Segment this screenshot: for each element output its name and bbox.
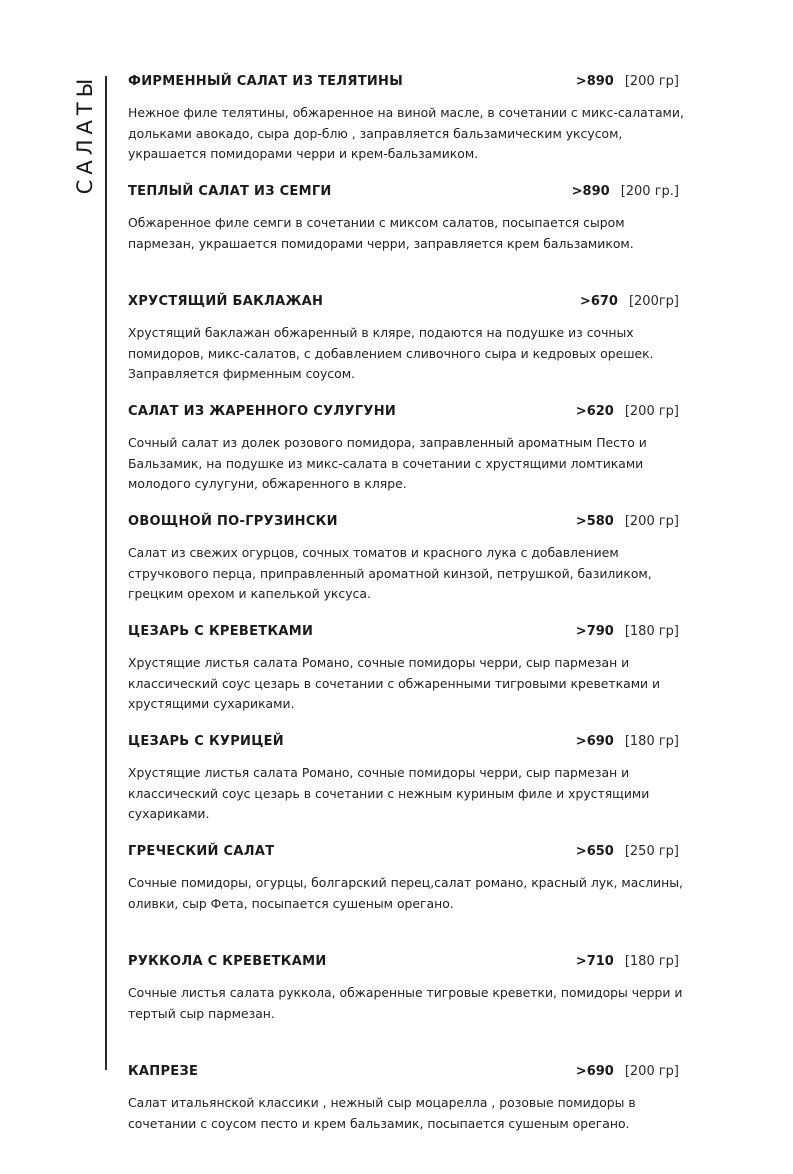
menu-item-description-line: Сочный салат из долек розового помидора, заправленный ароматным Песто и	[128, 435, 647, 450]
menu-item-description	[128, 653, 681, 715]
menu-item-description	[128, 1093, 681, 1134]
menu-item-price: >890	[571, 184, 610, 199]
menu-item-description-line: Нежное филе телятины, обжаренное на виной масле, в сочетании с микс-салатами,	[128, 105, 684, 120]
menu-item-price: >890	[575, 74, 614, 89]
menu-item-description	[128, 213, 681, 254]
menu-item	[128, 734, 681, 844]
menu-item-price-group	[576, 954, 679, 969]
menu-item-price: >710	[575, 954, 614, 969]
menu-item-description-line: сухариками.	[128, 806, 210, 821]
vertical-divider	[105, 76, 107, 1070]
menu-item-name: ЦЕЗАРЬ С КУРИЦЕЙ	[128, 734, 284, 749]
menu-item-name: РУККОЛА С КРЕВЕТКАМИ	[128, 954, 327, 969]
menu-item-description-line: Хрустящие листья салата Романо, сочные помидоры черри, сыр пармезан и	[128, 765, 630, 780]
menu-item-description-line: грецким орехом и капелькой уксуса.	[128, 586, 371, 601]
menu-item-header	[128, 734, 681, 756]
menu-item-price-group	[576, 74, 679, 89]
menu-item-weight: [200 гр]	[624, 514, 679, 529]
menu-item-header	[128, 844, 681, 866]
menu-item-price: >790	[575, 624, 614, 639]
section-title-text: САЛАТЫ	[73, 73, 97, 195]
menu-item-description-line: тертый сыр пармезан.	[128, 1005, 275, 1021]
menu-item-description-line: Сочные помидоры, огурцы, болгарский перец,салат романо, красный лук, маслины,	[128, 875, 683, 890]
menu-item	[128, 404, 681, 514]
menu-item	[128, 514, 681, 624]
menu-item-price-group	[576, 404, 679, 419]
menu-item-name: ХРУСТЯЩИЙ БАКЛАЖАН	[128, 294, 324, 309]
menu-item-price-group	[576, 514, 679, 529]
menu-item-name: ФИРМЕННЫЙ САЛАТ ИЗ ТЕЛЯТИНЫ	[128, 74, 403, 89]
menu-item-header	[128, 404, 681, 426]
menu-item-description-line: стручкового перца, приправленный ароматной кинзой, петрушкой, базиликом,	[128, 565, 652, 581]
menu-item	[128, 184, 681, 294]
menu-item-header	[128, 624, 681, 646]
menu-item-description-line: помидоров, микс-салатов, с добавлением сливочного сыра и кедровых орешек.	[128, 345, 654, 361]
menu-item-price: >580	[575, 514, 614, 529]
menu-item-description-line: Обжаренное филе семги в сочетании с миксом салатов, посыпается сыром	[128, 215, 625, 230]
menu-item-description-line: Хрустящие листья салата Романо, сочные помидоры черри, сыр пармезан и	[128, 655, 630, 670]
menu-item	[128, 294, 681, 404]
menu-item-description-line: сочетании с соусом песто и крем бальзамик, посыпается сушеным орегано.	[128, 1115, 630, 1131]
menu-item-header	[128, 74, 681, 96]
menu-item-description-line: хрустящими сухариками.	[128, 696, 295, 711]
menu-item-name: ГРЕЧЕСКИЙ САЛАТ	[128, 844, 275, 859]
menu-item-description	[128, 433, 681, 495]
menu-item-description-line: дольками авокадо, сыра дор-блю , заправляется бальзамическим уксусом,	[128, 125, 623, 141]
menu-item-description-line: молодого сулугуни, обжаренного в кляре.	[128, 476, 407, 491]
menu-item-description-line: классический соус цезарь в сочетании с обжаренными тигровыми креветками и	[128, 675, 661, 691]
menu-item-price-group	[572, 184, 679, 199]
menu-item-name: ЦЕЗАРЬ С КРЕВЕТКАМИ	[128, 624, 314, 639]
menu-item-weight: [200 гр.]	[620, 184, 679, 199]
menu-item-price: >690	[575, 734, 614, 749]
menu-item-header	[128, 294, 681, 316]
menu-item	[128, 954, 681, 1064]
menu-item-name: КАПРЕЗЕ	[128, 1064, 199, 1079]
menu-item-price: >620	[575, 404, 614, 419]
menu-item-description-line: Сочные листья салата руккола, обжаренные тигровые креветки, помидоры черри и	[128, 985, 683, 1000]
menu-item-description	[128, 323, 681, 385]
menu-item-weight: [180 гр]	[624, 624, 679, 639]
menu-item-weight: [200гр]	[628, 294, 679, 309]
menu-item-price-group	[576, 844, 679, 859]
menu-item-description-line: пармезан, украшается помидорами черри, заправляется крем бальзамиком.	[128, 235, 634, 251]
menu-item-description-line: Салат итальянской классики , нежный сыр моцарелла , розовые помидоры в	[128, 1095, 636, 1110]
menu-list	[128, 74, 684, 1174]
menu-item-weight: [180 гр]	[624, 734, 679, 749]
menu-item-description	[128, 763, 681, 825]
menu-item-weight: [180 гр]	[624, 954, 679, 969]
menu-item-weight: [250 гр]	[624, 844, 679, 859]
menu-item	[128, 1064, 681, 1174]
menu-item-weight: [200 гр]	[624, 1064, 679, 1079]
menu-item-price-group	[576, 1064, 679, 1079]
menu-item-description-line: Заправляется фирменным соусом.	[128, 366, 355, 381]
menu-item-description-line: Бальзамик, на подушке из микс-салата в сочетании с хрустящими ломтиками	[128, 455, 644, 471]
menu-item-price-group	[580, 294, 679, 309]
menu-item-header	[128, 1064, 681, 1086]
menu-item-description	[128, 873, 681, 914]
menu-item-description	[128, 103, 684, 165]
menu-item-header	[128, 184, 681, 206]
menu-item-description-line: украшается помидорами черри и крем-бальзамиком.	[128, 146, 479, 161]
menu-item	[128, 74, 684, 184]
menu-item-header	[128, 514, 681, 536]
menu-item-description-line: классический соус цезарь в сочетании с нежным куриным филе и хрустящими	[128, 785, 650, 801]
menu-item-description	[128, 543, 681, 605]
section-title	[72, 73, 98, 195]
menu-item-description	[128, 983, 681, 1024]
menu-item-weight: [200 гр]	[624, 74, 679, 89]
menu-item-price: >670	[579, 294, 618, 309]
menu-item-description-line: Хрустящий баклажан обжаренный в кляре, подаются на подушке из сочных	[128, 325, 634, 340]
menu-item-header	[128, 954, 681, 976]
menu-item-price-group	[576, 734, 679, 749]
menu-item	[128, 624, 681, 734]
menu-item-name: ОВОЩНОЙ ПО-ГРУЗИНСКИ	[128, 514, 338, 529]
menu-item-price: >690	[575, 1064, 614, 1079]
menu-item	[128, 844, 681, 954]
menu-item-weight: [200 гр]	[624, 404, 679, 419]
menu-item-price: >650	[575, 844, 614, 859]
menu-item-description-line: Салат из свежих огурцов, сочных томатов и красного лука с добавлением	[128, 545, 619, 560]
menu-item-price-group	[576, 624, 679, 639]
menu-item-name: ТЕПЛЫЙ САЛАТ ИЗ СЕМГИ	[128, 184, 332, 199]
menu-item-name: САЛАТ ИЗ ЖАРЕННОГО СУЛУГУНИ	[128, 404, 397, 419]
menu-item-description-line: оливки, сыр Фета, посыпается сушеным орегано.	[128, 895, 454, 911]
